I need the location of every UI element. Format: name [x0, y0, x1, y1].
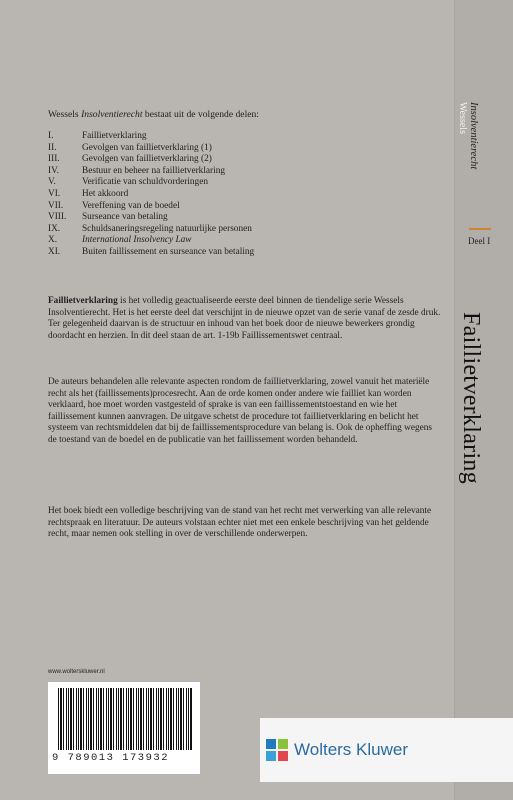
- volume-item: [48, 166, 254, 178]
- volume-number: IX.: [48, 223, 61, 234]
- volume-number: VII.: [48, 200, 64, 211]
- publisher-logo: [260, 718, 513, 782]
- volume-number: I.: [48, 131, 54, 141]
- volume-item: [48, 235, 254, 247]
- publisher-name: Wolters Kluwer: [294, 740, 408, 759]
- volume-number: X.: [48, 235, 58, 246]
- description-paragraph-3: Het boek biedt een volledige beschrijving van de stand van het recht met verwerking van alle relevante rechtspraak en literatuur. De auteurs volstaan echter niet met een enkele beschrijving van het geldende recht, maar nemen ook stelling in over de verschillende onderwerpen.: [48, 506, 432, 540]
- spine-title: Faillietverklaring: [458, 312, 484, 485]
- barcode: [48, 682, 200, 774]
- volume-item: [48, 177, 254, 189]
- volume-item: [48, 154, 254, 166]
- volume-title: Bestuur en beheer na faillietverklaring: [82, 165, 226, 176]
- description-paragraph-2: De auteurs behandelen alle relevante aspecten rondom de faillietverklaring, zowel vanuit het materiële recht als het (faillissements)procesrecht. Aan de orde komen onder andere wie failliet kan worden verklaard, hoe moet worden vastgesteld of sprake is van een faillissementstoestand en wie het faillissement kunnen aanvragen. De uitgave schetst de procedure tot faillietverklaring en belicht het systeem van rechtsmiddelen dat bij de faillissementsprocedure van belang is. Ook de opheffing wegens de toestand van de boedel en de publicatie van het faillissement worden behandeld.: [48, 377, 432, 445]
- volume-title: Vereffening van de boedel: [82, 200, 180, 211]
- volume-item: [48, 131, 254, 143]
- volume-title: Surseance van betaling: [82, 212, 168, 223]
- wolters-kluwer-icon: [266, 739, 288, 761]
- volume-title: Schuldsaneringsregeling natuurlijke personen: [82, 223, 252, 234]
- publisher-url[interactable]: www.wolterskluwer.nl: [48, 669, 105, 675]
- volume-list: [48, 131, 254, 259]
- volume-item: [48, 189, 254, 201]
- spine-series-sub: Insolventierecht: [468, 102, 479, 170]
- volume-item: [48, 212, 254, 224]
- intro-after: bestaat uit de volgende delen:: [142, 109, 259, 120]
- barcode-bars: [58, 688, 192, 750]
- volume-title: International Insolvency Law: [82, 235, 192, 246]
- description-text-1: is het volledig geactualiseerde eerste deel binnen de tiendelige serie Wessels Insolventierecht. Het is het eerste deel dat verschijnt in de nieuwe opzet van de serie vanaf de zesde druk. Ter gelegenheid daarvan is de structuur en inhoud van het boek door de nieuwe bewerkers grondig doordacht en herzien. In dit deel staan de art. 1-19b Faillissementswet centraal.: [48, 296, 441, 341]
- volume-item: [48, 201, 254, 213]
- volume-number: XI.: [48, 246, 61, 257]
- volume-title: Buiten faillissement en surseance van betaling: [82, 246, 255, 257]
- volume-number: VIII.: [48, 212, 67, 223]
- volume-title: Gevolgen van faillietverklaring (2): [82, 154, 212, 165]
- volume-title: Verificatie van schuldvorderingen: [82, 177, 208, 188]
- volume-number: V.: [48, 177, 56, 188]
- volume-title: Het akkoord: [82, 188, 129, 199]
- isbn-number: 9 789013 173932: [52, 752, 170, 764]
- volume-number: IV.: [48, 165, 59, 176]
- back-cover-text: [48, 0, 443, 800]
- volume-item: [48, 247, 254, 259]
- volume-item: [48, 143, 254, 155]
- spine-volume: Deel I: [468, 236, 491, 246]
- volume-number: VI.: [48, 188, 61, 199]
- series-intro: [48, 109, 259, 120]
- intro-series: Insolventierecht: [81, 109, 143, 120]
- volume-number: II.: [48, 142, 57, 153]
- volume-number: III.: [48, 154, 60, 165]
- description-bold-title: Faillietverklaring: [48, 296, 118, 306]
- intro-before: Wessels: [48, 109, 82, 120]
- spine-series-name: Wessels: [457, 102, 468, 134]
- volume-title: Faillietverklaring: [82, 131, 147, 141]
- spine: [454, 0, 513, 800]
- volume-title: Gevolgen van faillietverklaring (1): [82, 142, 212, 153]
- spine-accent-line: [469, 228, 491, 230]
- volume-item: [48, 224, 254, 236]
- description-paragraph-1: [48, 296, 443, 342]
